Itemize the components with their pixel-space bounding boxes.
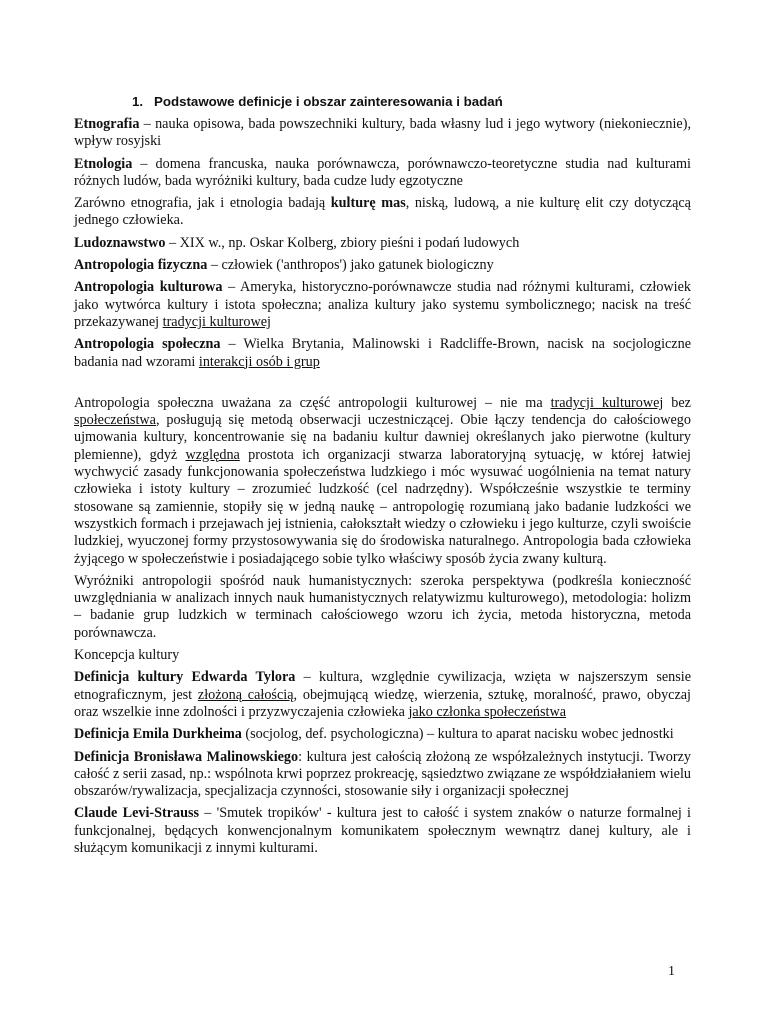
paragraph-tylor [74,669,691,721]
text-malinowski: : kultura jest całością złożoną ze współzależnych instytucji. Tworzy całość z serii zasad, np.: wspólnota krwi poprzez prokreację, sąsiedztwo związane ze współdziałaniem wielu obszarów/rywalizacja, specjalizacja czynności, stosowanie siły i organizacji społecznej [74,748,691,800]
paragraph-ludoznawstwo [74,235,691,252]
underlined-spoleczenstwa: społeczeństwa [74,412,156,429]
term-etnologia: Etnologia [74,155,133,172]
term-malinowski: Definicja Bronisława Malinowskiego [74,748,299,765]
underlined-zlozona-caloscia: złożoną całością [197,686,294,703]
term-antropologia-kulturowa: Antropologia kulturowa [74,279,223,296]
paragraph-antropologia-fizyczna [74,257,691,274]
text-uwazana-b: bez [663,394,691,411]
text-ludoznawstwo: – XIX w., np. Oskar Kolberg, zbiory pieśni i podań ludowych [165,234,520,251]
term-antropologia-fizyczna: Antropologia fizyczna [74,257,208,274]
underlined-tradycji-kulturowej: tradycji kulturowej [162,313,271,330]
document-page [74,93,691,862]
text-uwazana-a: Antropologia społeczna uważana za część antropologii kulturowej – nie ma [74,394,551,411]
paragraph-levi-strauss [74,805,691,857]
paragraph-koncepcja: Koncepcja kultury [74,647,180,664]
paragraph-malinowski [74,749,691,801]
text-uwazana-c: , posługują się metodą obserwacji uczestniczącej. Obie łączy tendencja do całościowego ujmowania kultury, koncentrowanie się na badaniu kultur dawniej określanych jako pierwotne (kultury plemienne), gdyż [74,412,691,463]
text-antropologia-fizyczna: – człowiek ('anthropos') jako gatunek biologiczny [207,257,494,274]
term-levi-strauss: Claude Levi-Strauss [74,805,200,822]
term-etnografia: Etnografia [74,116,140,132]
term-antropologia-spoleczna: Antropologia społeczna [74,336,221,353]
text-etnografia: – nauka opisowa, bada powszechniki kultury, bada własny lud i jego wytwory (niekoniecznie), wpływ rosyjski [74,116,691,150]
text-tylor-a: – kultura, względnie cywilizacja, wzięta w najszerszym sensie etnograficznym, jest [74,669,691,703]
text-durkheim: (socjolog, def. psychologiczna) – kultura to aparat nacisku wobec jednostki [241,726,674,743]
text-antropologia-kulturowa: – Ameryka, historyczno-porównawcze studia nad różnymi kulturami, człowiek jako wytwórca kultury i istota społeczna; analiza kultury jako systemu symbolicznego; nacisk na treść przekazywanej [74,279,691,330]
paragraph-durkheim [74,726,691,743]
text-levi-strauss: – 'Smutek tropików' - kultura jest to całość i system znaków o naturze formalnej i funkcjonalnej, będących konwencjonalnym komunikatem społecznym wewnątrz danej kultury, ale i służącym komunikacji z innymi kulturami. [74,805,691,856]
paragraph-uwazana [74,395,691,568]
paragraph-antropologia-kulturowa [74,279,691,331]
text-antropologia-spoleczna: – Wielka Brytania, Malinowski i Radcliffe-Brown, nacisk na socjologiczne badania nad wzorami [74,336,691,370]
term-ludoznawstwo: Ludoznawstwo [74,234,166,251]
text-etnologia: – domena francuska, nauka porównawcza, porównawczo-teoretyczne studia nad kulturami różnych ludów, bada wyróżniki kultury, bada cudze ludy egzotyczne [74,155,691,189]
paragraph-wyrozniki: Wyróżniki antropologii spośród nauk humanistycznych: szeroka perspektywa (podkreśla konieczność uwzględniania w analizach innych nauk humanistycznych relatywizmu kulturowego), metodologia: holizm – badanie grup ludzkich w terminach całościowego wzoru ich życia, metoda historyczna, metoda porównawcza. [74,572,691,641]
paragraph-antropologia-spoleczna [74,336,691,371]
text-tylor-b: , obejmującą wiedzę, wierzenia, sztukę, moralność, prawo, obyczaj oraz wszelkie inne zdolności i przyzwyczajenia człowieka [74,686,692,720]
term-tylor: Definicja kultury Edwarda Tylora [74,669,296,686]
text-uwazana-d: prostota ich organizacji stwarza laboratoryjną sytuację, w której łatwiej wychwycić zasady funkcjonowania społeczeństwa ludzkiego i móc wysuwać uogólnienia na temat natury człowieka i istoty kultury – zrozumieć ludzkość (cel nadrzędny). Współcześnie wszystkie te terminy stosowane są zamiennie, stopiły się w jedną naukę – antropologię rozumianą jako badanie ludzkości we wszystkich formach i przejawach jej istnienia, całokształt wiedzy o człowieku i jego kulturze, czyli swoiście ludzkiej, wyuczonej formy przystosowywania się do środowiska naturalnego. Antropologia bada człowieka żyjącego w społeczeństwie i posiadającego sobie tylko właściwy sposób życia zwany kulturą. [74,446,691,567]
underlined-wzgledna: względna [185,446,240,463]
section-heading [74,93,691,110]
text-zarowno-a: Zarówno etnografia, jak i etnologia badają [74,195,331,212]
term-durkheim: Definicja Emila Durkheima [74,726,242,743]
underlined-interakcji: interakcji osób i grup [198,353,320,370]
paragraph-etnologia [74,156,691,191]
paragraph-etnografia [74,116,691,151]
page-number: 1 [668,964,675,979]
text-zarowno-b: , niską, ludową, a nie kulturę elit czy dotyczącą jednego człowieka. [74,195,691,229]
heading-text: Podstawowe definicje i obszar zainteresowania i badań [154,94,503,109]
text-kultura-mas: kulturę mas [330,195,406,212]
underlined-tradycji: tradycji kulturowej [550,394,664,411]
heading-number: 1. [132,94,144,109]
paragraph-zarowno [74,195,691,230]
underlined-jako-czlonka: jako członka społeczeństwa [408,703,567,720]
